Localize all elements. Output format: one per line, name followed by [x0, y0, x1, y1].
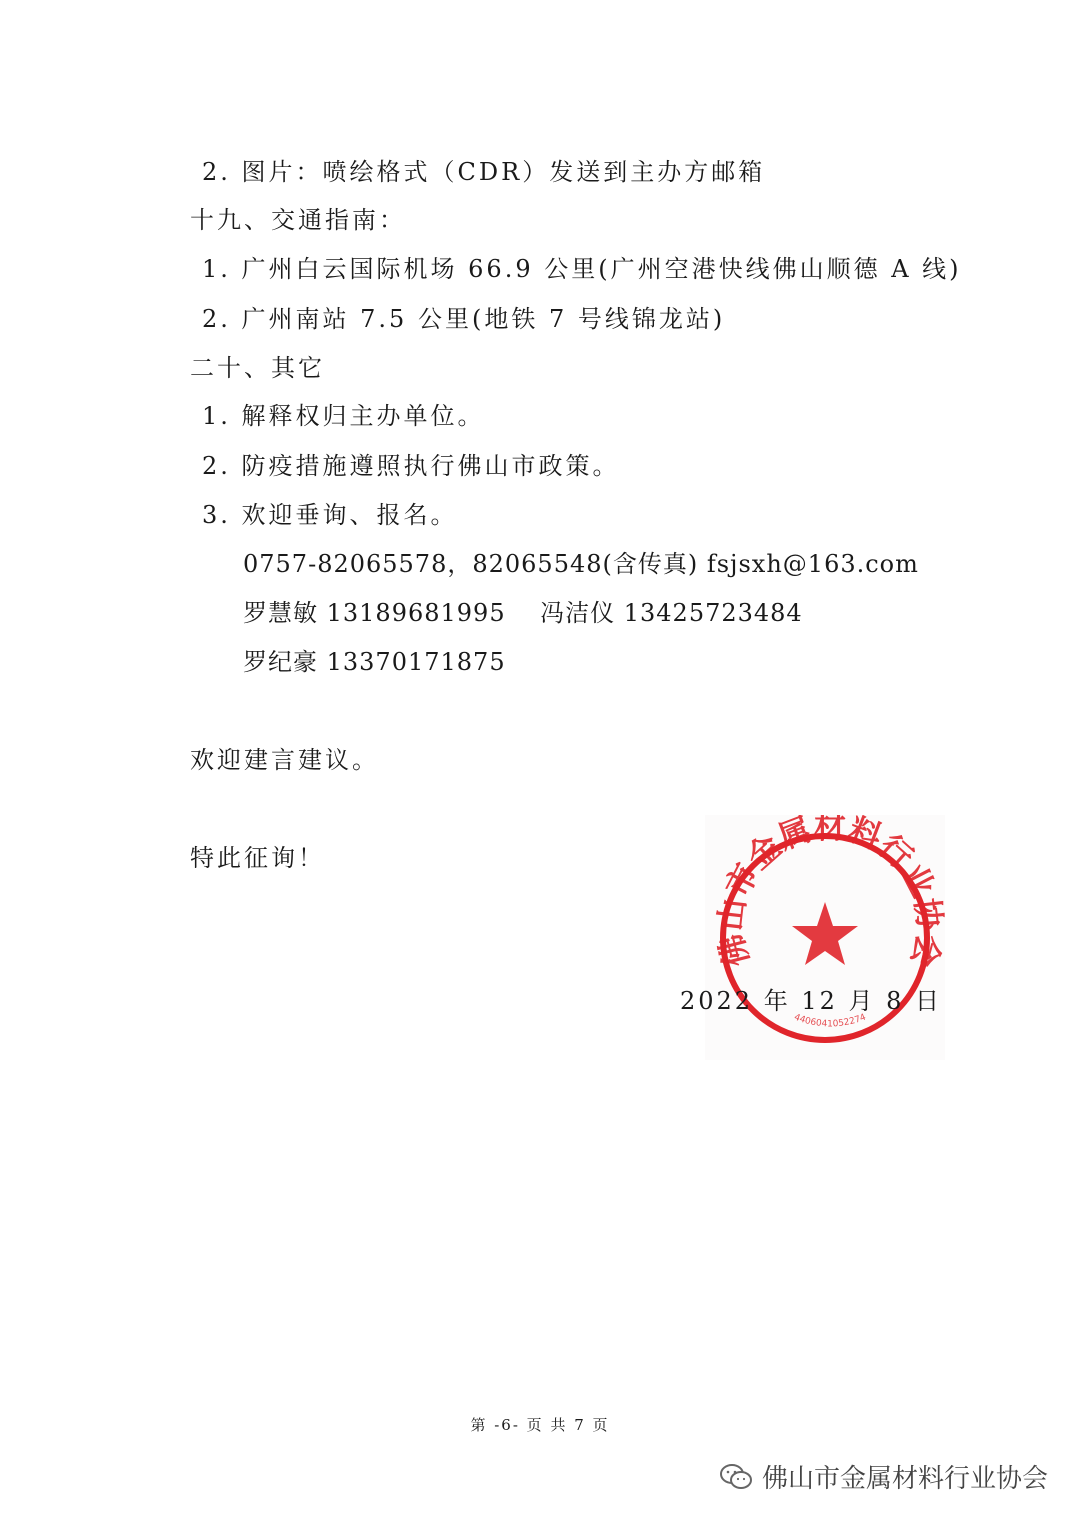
- wechat-icon: [718, 1462, 754, 1492]
- contact-person: 罗纪豪 13370171875: [243, 648, 506, 676]
- list-item: 2. 广州南站 7.5 公里(地铁 7 号线锦龙站): [202, 305, 726, 333]
- wechat-watermark: [718, 1458, 1048, 1495]
- page-footer: 第 -6- 页 共 7 页: [470, 1416, 610, 1434]
- seal-text: 佛山市金属材料行业协会: [710, 815, 945, 971]
- contact-persons: 罗慧敏 13189681995 冯洁仪 13425723484: [243, 599, 803, 627]
- list-item: 2. 防疫措施遵照执行佛山市政策。: [202, 452, 620, 480]
- section-heading-other: 二十、其它: [190, 354, 325, 382]
- list-item: 2. 图片：喷绘格式（CDR）发送到主办方邮箱: [202, 158, 766, 186]
- list-item: 3. 欢迎垂询、报名。: [202, 501, 458, 529]
- list-item: 1. 广州白云国际机场 66.9 公里(广州空港快线佛山顺德 A 线): [202, 255, 962, 283]
- contact-phone-email: 0757-82065578，82065548(含传真) fsjsxh@163.com: [243, 550, 919, 578]
- document-date: 2022 年 12 月 8 日: [680, 987, 943, 1015]
- sign-off-text: 特此征询！: [190, 844, 325, 872]
- watermark-account-name: 佛山市金属材料行业协会: [761, 1464, 1048, 1494]
- section-heading-transport: 十九、交通指南：: [190, 206, 406, 234]
- official-seal: [705, 815, 945, 1060]
- suggestion-text: 欢迎建言建议。: [190, 746, 379, 774]
- seal-number: 4406041052274: [792, 1012, 868, 1030]
- list-item: 1. 解释权归主办单位。: [202, 402, 485, 430]
